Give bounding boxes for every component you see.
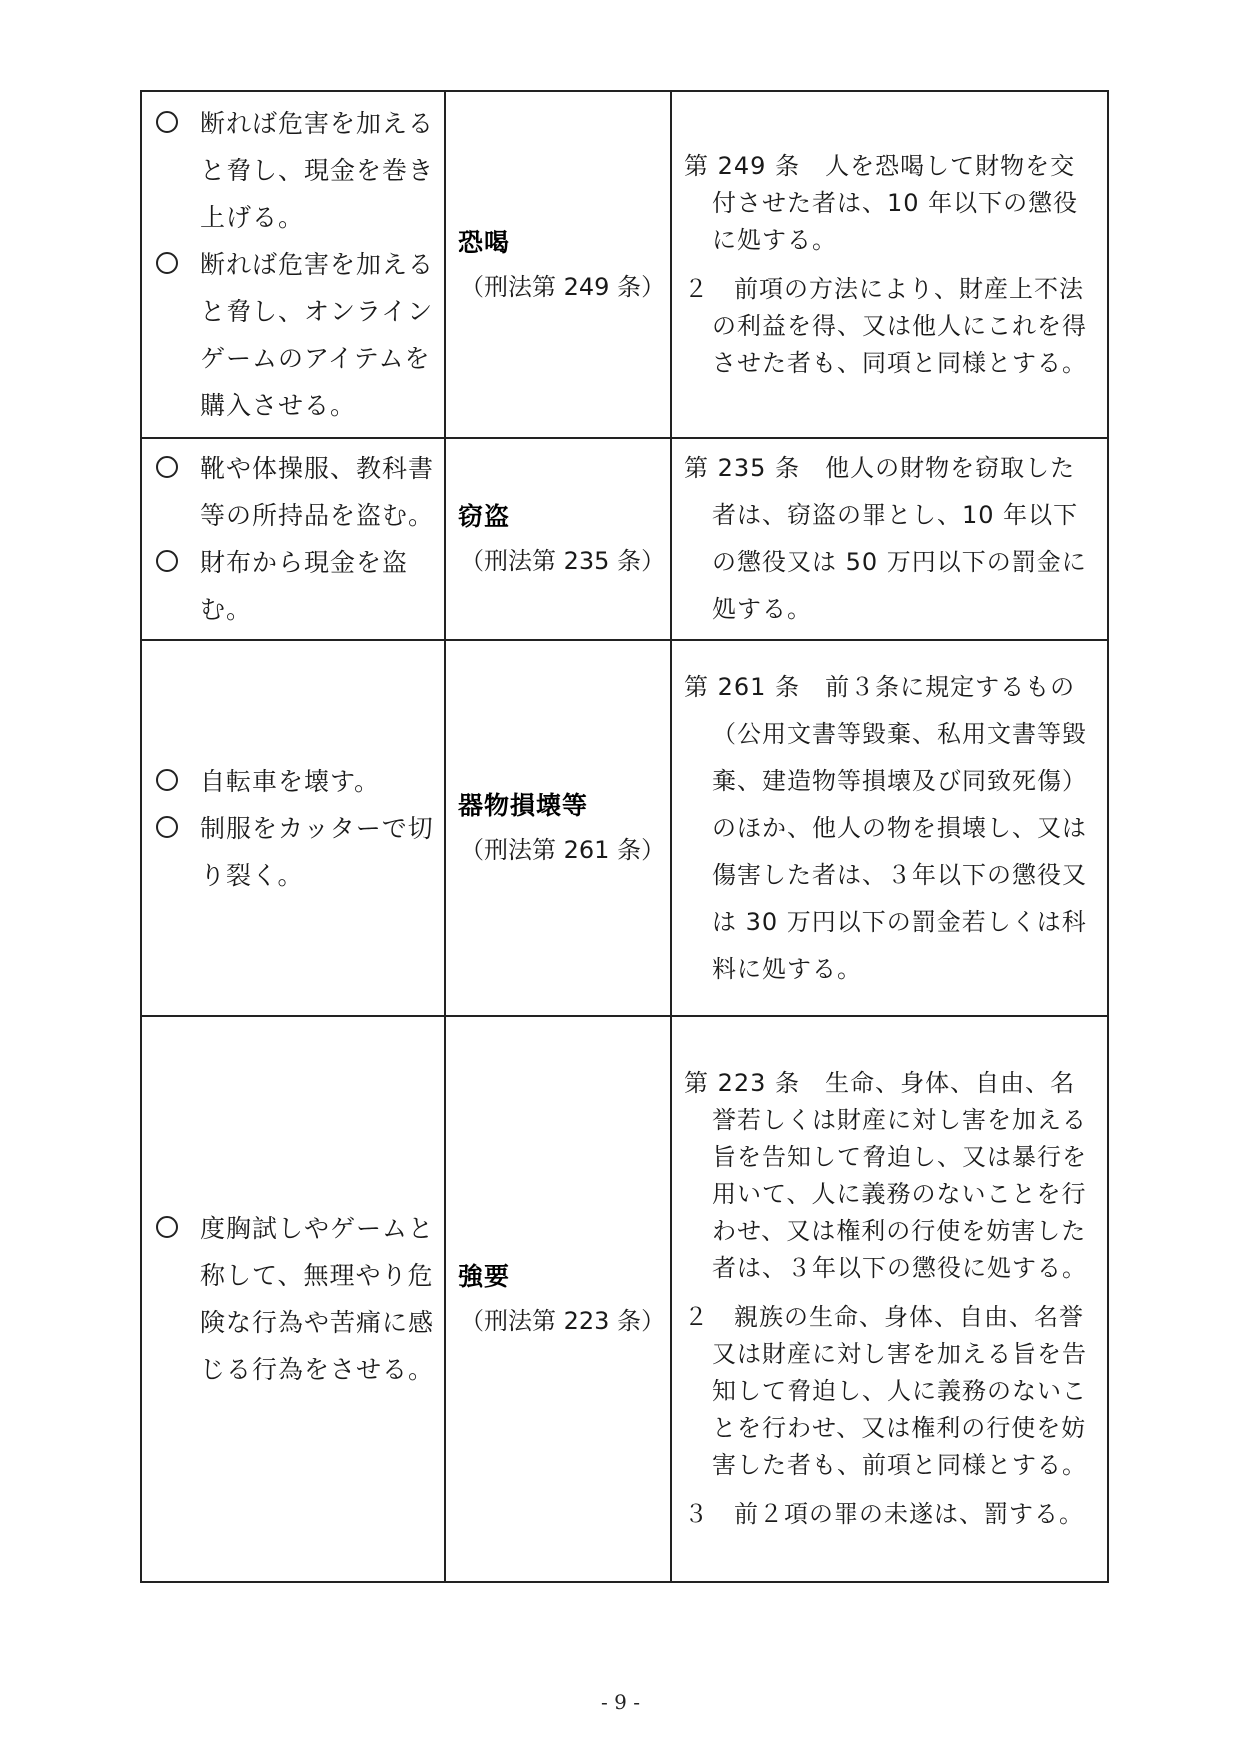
- case-text: 制服をカッターで切り裂く。: [200, 813, 434, 890]
- case-item: [156, 539, 436, 633]
- circle-bullet-icon: [156, 550, 178, 572]
- case-text: 断れば危害を加えると脅し、現金を巻き上げる。: [200, 109, 435, 232]
- case-text: 断れば危害を加えると脅し、オンラインゲームのアイテムを購入させる。: [200, 250, 435, 420]
- case-item: [156, 805, 436, 899]
- law-cell: [671, 438, 1108, 640]
- table-row: [141, 1016, 1108, 1582]
- table-row: [141, 438, 1108, 640]
- page-number: - 9 -: [601, 1690, 640, 1714]
- table-row: [141, 640, 1108, 1016]
- crime-cell: [445, 640, 671, 1016]
- case-text: 靴や体操服、教科書等の所持品を盗む。: [200, 454, 435, 530]
- circle-bullet-icon: [156, 456, 178, 478]
- case-item: [156, 241, 436, 429]
- crime-article-ref: （刑法第 223 条）: [460, 1307, 666, 1335]
- law-table: [140, 90, 1109, 1583]
- circle-bullet-icon: [156, 816, 178, 838]
- law-paragraph: 第 223 条 生命、身体、自由、名誉若しくは財産に対し害を加える旨を告知して脅迫し、又は暴行を用いて、人に義務のないことを行わせ、又は権利の行使を妨害した者は、３年以下の懲役に処する。: [684, 1069, 1087, 1282]
- crime-article-ref: （刑法第 249 条）: [460, 272, 666, 301]
- circle-bullet-icon: [156, 1216, 178, 1238]
- crime-cell: [445, 438, 671, 640]
- crime-cell: [445, 91, 671, 438]
- crime-article-ref: （刑法第 261 条）: [460, 836, 666, 864]
- case-text: 度胸試しやゲームと称して、無理やり危険な行為や苦痛に感じる行為をさせる。: [200, 1214, 435, 1384]
- case-item: [156, 100, 436, 241]
- law-cell: [671, 91, 1108, 438]
- law-paragraph: ３ 前２項の罪の未遂は、罰する。: [684, 1500, 1084, 1528]
- cases-cell: [141, 91, 445, 438]
- crime-cell: [445, 1016, 671, 1582]
- law-paragraph: ２ 前項の方法により、財産上不法の利益を得、又は他人にこれを得させた者も、同項と同様とする。: [684, 274, 1087, 377]
- crime-name: 器物損壊等: [458, 791, 589, 820]
- law-cell: [671, 1016, 1108, 1582]
- law-paragraph: 第 261 条 前３条に規定するもの（公用文書等毀棄、私用文書等毀棄、建造物等損壊及び同致死傷）のほか、他人の物を損壊し、又は傷害した者は、３年以下の懲役又は 30 万円以下の罰金若しくは科料に処する。: [684, 672, 1087, 983]
- circle-bullet-icon: [156, 252, 178, 274]
- law-cell: [671, 640, 1108, 1016]
- crime-name: 強要: [458, 1262, 511, 1291]
- table-row: [141, 91, 1108, 438]
- case-item: [156, 445, 436, 539]
- crime-name: 窃盗: [458, 502, 511, 531]
- cases-cell: [141, 438, 445, 640]
- case-item: [156, 758, 436, 805]
- cases-cell: [141, 640, 445, 1016]
- circle-bullet-icon: [156, 769, 178, 791]
- crime-name: 恐喝: [458, 227, 511, 257]
- law-paragraph: 第 235 条 他人の財物を窃取した者は、窃盗の罪とし、10 年以下の懲役又は 50 万円以下の罰金に処する。: [684, 454, 1087, 623]
- case-text: 自転車を壊す。: [200, 766, 381, 796]
- case-text: 財布から現金を盗む。: [200, 548, 409, 624]
- crime-article-ref: （刑法第 235 条）: [460, 547, 666, 575]
- law-paragraph: 第 249 条 人を恐喝して財物を交付させた者は、10 年以下の懲役に処する。: [684, 151, 1079, 254]
- law-paragraph: ２ 親族の生命、身体、自由、名誉又は財産に対し害を加える旨を告知して脅迫し、人に義務のないことを行わせ、又は権利の行使を妨害した者も、前項と同様とする。: [684, 1303, 1087, 1479]
- circle-bullet-icon: [156, 111, 178, 133]
- case-item: [156, 1205, 436, 1393]
- cases-cell: [141, 1016, 445, 1582]
